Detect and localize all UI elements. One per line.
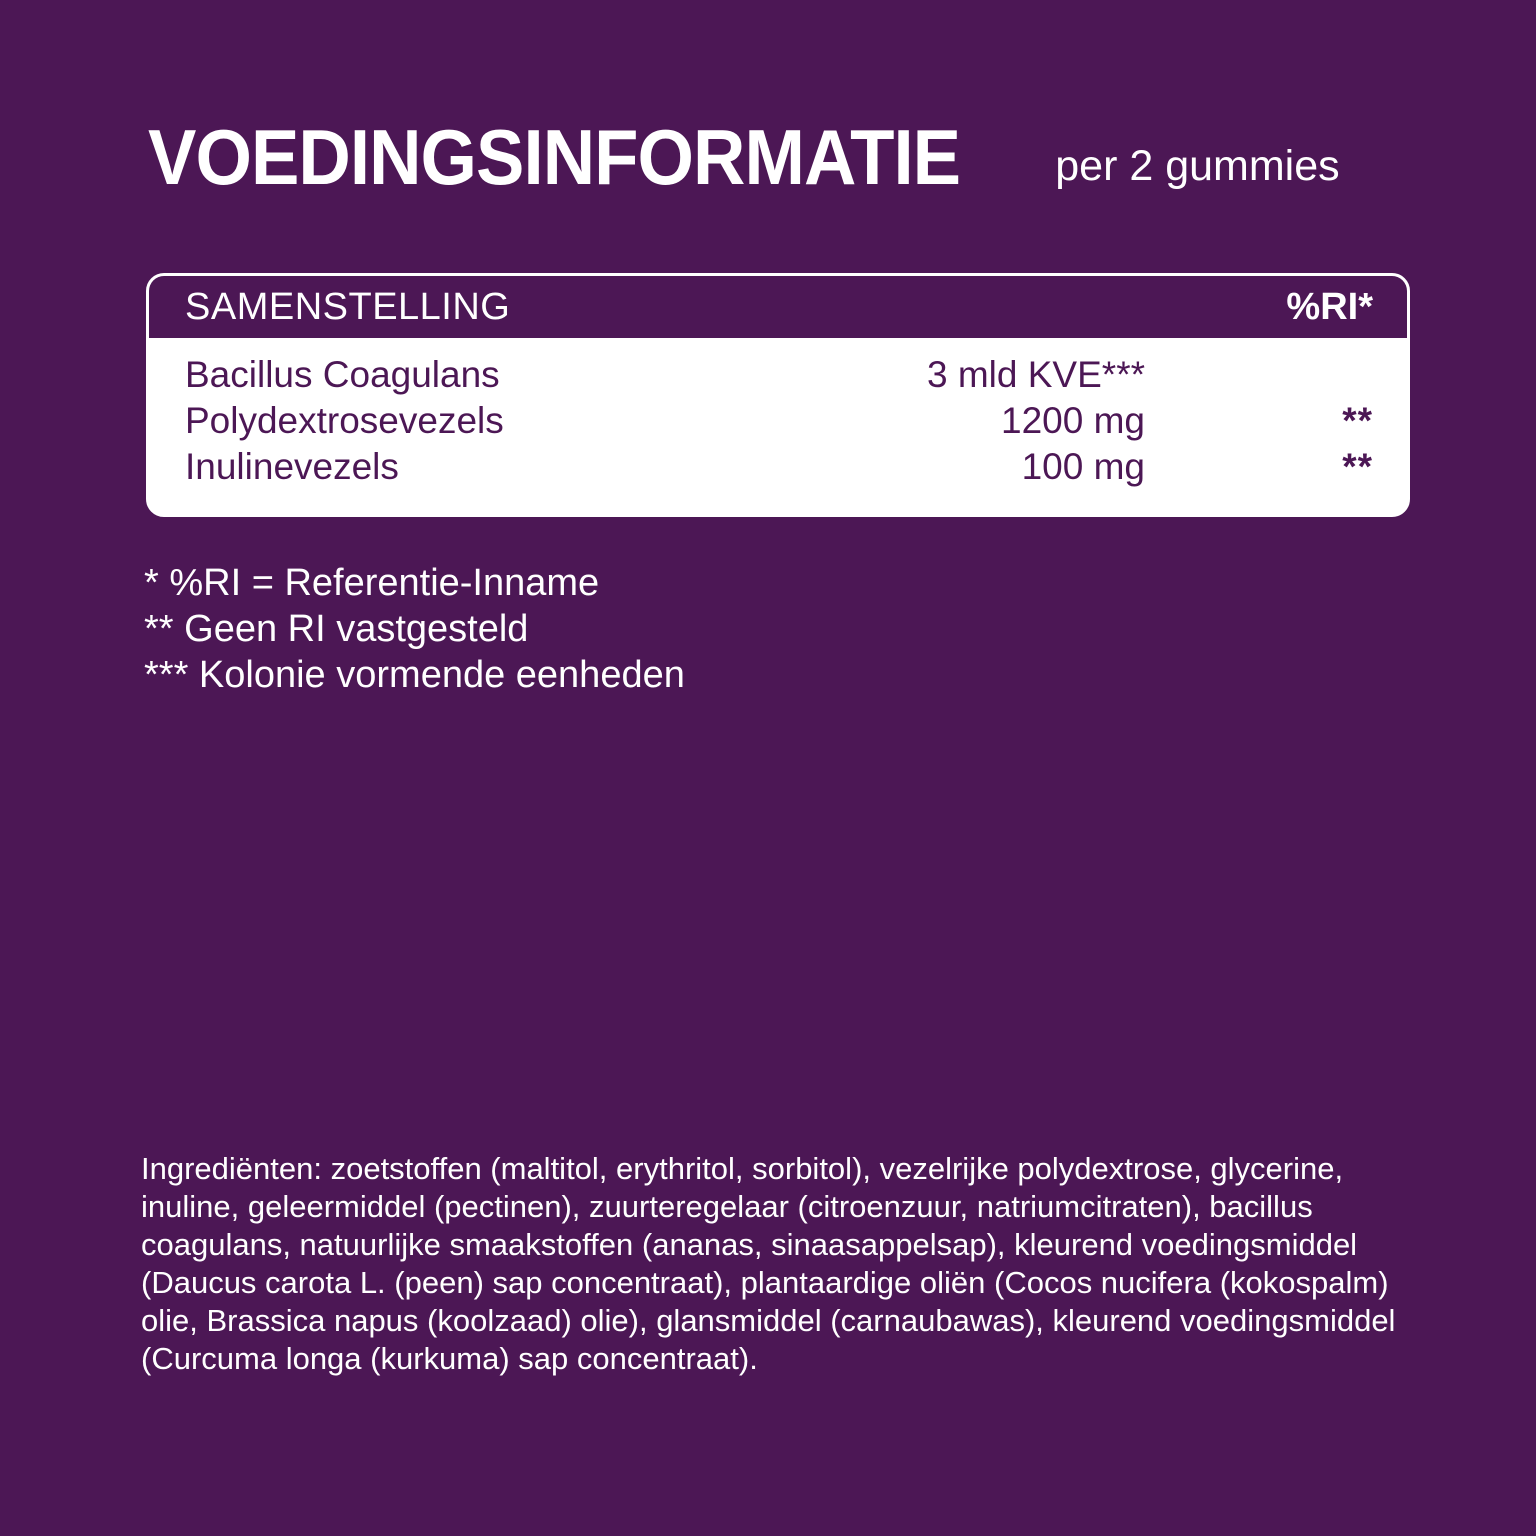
footnote-ri-definition: * %RI = Referentie-Inname [144, 562, 600, 604]
table-row [185, 354, 1373, 400]
table-header-row [149, 276, 1407, 338]
nutrient-ri: ** [1342, 446, 1373, 487]
page-title: VOEDINGSINFORMATIE [148, 113, 961, 201]
nutrient-ri: ** [1342, 400, 1373, 441]
nutrient-amount: 1200 mg [1001, 400, 1145, 441]
table-body [149, 338, 1407, 514]
nutrient-amount: 100 mg [1021, 446, 1145, 487]
footnote-no-ri: ** Geen RI vastgesteld [144, 608, 529, 650]
footnote-cfu: *** Kolonie vormende eenheden [144, 654, 685, 696]
nutrient-amount: 3 mld KVE*** [927, 354, 1145, 395]
table-row [185, 400, 1373, 446]
nutrient-name: Inulinevezels [185, 446, 399, 487]
table-row [185, 446, 1373, 492]
nutrient-name: Bacillus Coagulans [185, 354, 500, 395]
nutrient-name: Polydextrosevezels [185, 400, 504, 441]
ingredients-text: Ingrediënten: zoetstoffen (maltitol, erythritol, sorbitol), vezelrijke polydextrose, glycerine, inuline, geleermiddel (pectinen), zuurteregelaar (citroenzuur, natriumcitraten), bacillus coagulans, natuurlijke smaakstoffen (ananas, sinaasappelsap), kleurend voedingsmiddel (Daucus carota L. (peen) sap concentraat), plantaardige oliën (Cocos nucifera (kokospalm) olie, Brassica napus (koolzaad) olie), glansmiddel (carnaubawas), kleurend voedingsmiddel (Curcuma longa (kurkuma) sap concentraat). [141, 1151, 1396, 1376]
column-header-composition: SAMENSTELLING [185, 285, 511, 328]
header [148, 113, 1428, 201]
nutrition-table [146, 273, 1410, 517]
column-header-ri: %RI* [1286, 285, 1373, 328]
serving-size-label: per 2 gummies [1055, 142, 1340, 190]
footnotes [144, 560, 1344, 698]
